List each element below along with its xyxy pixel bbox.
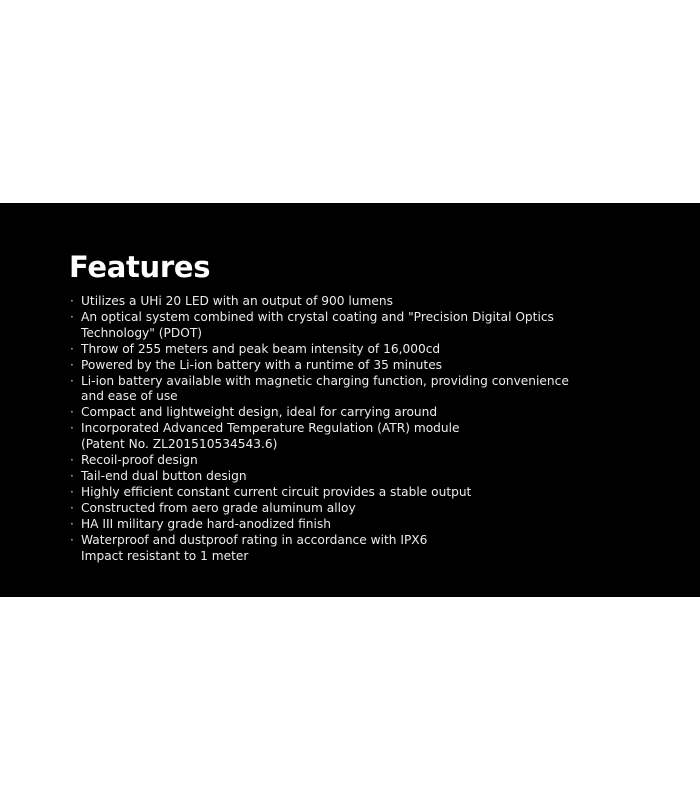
features-banner (0, 203, 700, 597)
bullet-icon: · (70, 294, 74, 308)
feature-line: Throw of 255 meters and peak beam intensity of 16,000cd (81, 341, 441, 356)
feature-item (69, 421, 629, 453)
bullet-icon: · (70, 309, 74, 324)
feature-item (69, 374, 629, 406)
bullet-icon: · (70, 341, 74, 356)
feature-line: HA III military grade hard-anodized finish (81, 516, 331, 531)
bullet-icon: · (70, 357, 74, 372)
bullet-icon: · (70, 516, 74, 531)
feature-item (69, 405, 629, 421)
feature-line: Li-ion battery available with magnetic charging function, providing convenience (81, 373, 569, 388)
feature-line: Constructed from aero grade aluminum alloy (81, 500, 356, 515)
features-list (69, 294, 629, 564)
bullet-icon: · (70, 532, 74, 547)
feature-line: Powered by the Li-ion battery with a runtime of 35 minutes (81, 357, 443, 372)
feature-item (69, 469, 629, 485)
feature-item (69, 533, 629, 565)
bullet-icon: · (70, 468, 74, 483)
feature-item (69, 342, 629, 358)
features-title: Features (69, 250, 211, 284)
bullet-icon: · (70, 500, 74, 515)
feature-line: (Patent No. ZL201510534543.6) (81, 437, 278, 452)
feature-item (69, 310, 629, 342)
bullet-icon: · (70, 484, 74, 499)
feature-line: and ease of use (81, 389, 178, 404)
feature-line: Recoil-proof design (81, 453, 198, 468)
feature-item (69, 501, 629, 517)
feature-line: Highly efficient constant current circuit provides a stable output (81, 484, 472, 499)
feature-line: Incorporated Advanced Temperature Regulation (ATR) module (81, 421, 460, 436)
feature-item (69, 517, 629, 533)
feature-item (69, 358, 629, 374)
feature-line: Compact and lightweight design, ideal for carrying around (81, 405, 438, 420)
feature-item (69, 485, 629, 501)
feature-line: Waterproof and dustproof rating in accordance with IPX6 (81, 532, 428, 547)
feature-line: Tail-end dual button design (81, 468, 247, 483)
feature-line: Technology" (PDOT) (81, 325, 203, 340)
feature-line: An optical system combined with crystal coating and "Precision Digital Optics (81, 309, 554, 324)
feature-line: Utilizes a UHi 20 LED with an output of 900 lumens (81, 294, 393, 308)
feature-item (69, 453, 629, 469)
bullet-icon: · (70, 421, 74, 436)
bullet-icon: · (70, 373, 74, 388)
feature-item (69, 294, 629, 310)
bullet-icon: · (70, 453, 74, 468)
feature-line: Impact resistant to 1 meter (81, 548, 249, 563)
bullet-icon: · (70, 405, 74, 420)
